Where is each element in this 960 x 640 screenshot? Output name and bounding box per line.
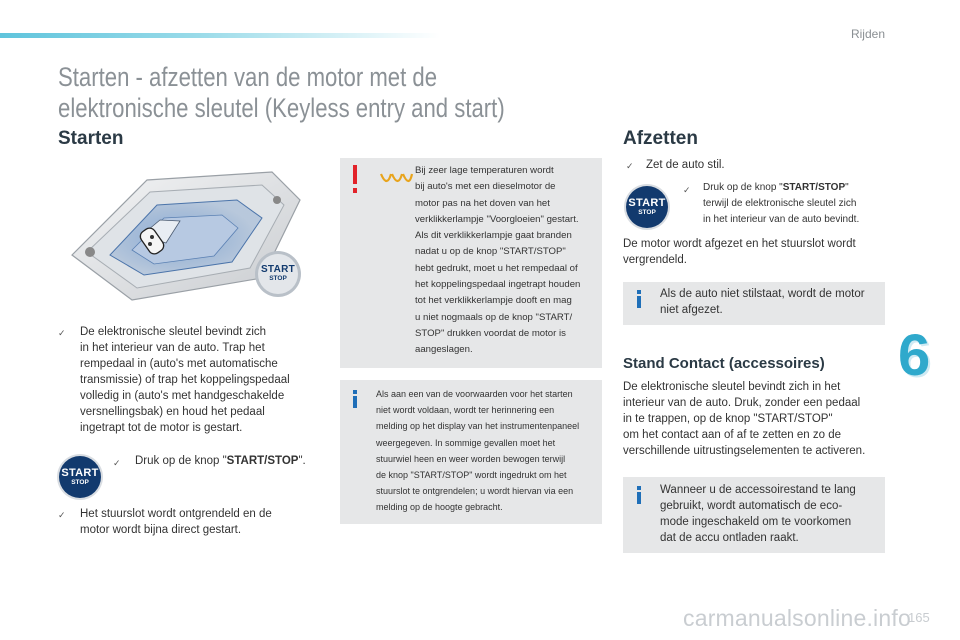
- info-starting-text: Als aan een van de voorwaarden voor het starten niet wordt voldaan, wordt ter herinnering een melding op het display van het instrumentenpaneel weergegeven. In sommige gevallen moet het stuurwiel heen en weer worden bewogen terwijl de knop "START/STOP" wordt ingedrukt om het stuurslot te ontgrendelen; u wordt hiervan via een melding op de hoogte gebracht.: [376, 389, 580, 513]
- page-number: 165: [908, 610, 930, 625]
- stop-step-2: Druk op de knop "START/STOP" terwijl de elektronische sleutel zich in het interieur van de auto bevindt.: [703, 182, 860, 225]
- glow-plug-icon: [379, 170, 413, 188]
- bullet-icon: ✓: [58, 510, 66, 520]
- watermark: carmanualsonline.info: [683, 605, 911, 631]
- start-stop-button-icon: START STOP: [59, 456, 101, 498]
- start-step-2: Druk op de knop "START/STOP".: [135, 455, 306, 467]
- section-label: Rijden: [850, 27, 885, 41]
- start-step-1: De elektronische sleutel bevindt zich in het interieur van de auto. Trap het rempedaal in (auto's met automatische transmissie) of trap het koppelingspedaal volledig in (auto's met handgeschakelde versnellingsbak) en houd het pedaal ingetrapt tot de motor is gestart.: [80, 326, 290, 434]
- bullet-icon: ✓: [683, 185, 691, 195]
- start-step-3: Het stuurslot wordt ontgrendeld en de motor wordt bijna direct gestart.: [80, 508, 272, 536]
- info-icon: [353, 390, 357, 410]
- info-stopping-text: Als de auto niet stilstaat, wordt de motor niet afgezet.: [660, 288, 865, 316]
- bullet-icon: ✓: [113, 458, 121, 468]
- stop-result: De motor wordt afgezet en het stuurslot wordt vergrendeld.: [623, 238, 856, 266]
- bullet-icon: ✓: [626, 161, 634, 171]
- start-stop-button-icon: START STOP: [626, 186, 668, 228]
- stand-contact-text: De elektronische sleutel bevindt zich in het interieur van de auto. Druk, zonder een pedaal in te trappen, op de knop "START/STOP" om het contact aan of af te zetten en zo de verschillende uitrustingselementen te activeren.: [623, 381, 866, 457]
- bullet-icon: ✓: [58, 328, 66, 338]
- info-icon: [637, 290, 641, 310]
- stop-step-1: Zet de auto stil.: [646, 159, 725, 171]
- info-accessories-text: Wanneer u de accessoirestand te lang gebruikt, wordt automatisch de eco- mode ingeschakeld om te voorkomen dat de accu ontladen raakt.: [660, 484, 856, 544]
- heading-starten: Starten: [58, 128, 124, 149]
- info-icon: [637, 486, 641, 506]
- heading-stand-contact: Stand Contact (accessoires): [623, 355, 825, 372]
- top-accent-bar: [0, 33, 440, 38]
- chapter-number: 6: [898, 323, 931, 388]
- page-title: Starten - afzetten van de motor met de elektronische sleutel (Keyless entry and start): [58, 62, 505, 123]
- warning-text: Bij zeer lage temperaturen wordt bij auto's met een dieselmotor de motor pas na het doven van het verklikkerlampje "Voorgloeien" gestart. Als dit verklikkerlampje gaat branden nadat u op de knop "START/STOP" hebt gedrukt, moet u het rempedaal of het koppelingspedaal ingetrapt houden tot het verklikkerlampje dooft en mag u niet nogmaals op de knop "START/ STOP" drukken voordat de motor is aangeslagen.: [415, 165, 581, 356]
- warning-exclamation-icon: [351, 165, 359, 195]
- heading-afzetten: Afzetten: [623, 128, 698, 149]
- start-stop-button-illustration: START STOP: [258, 254, 298, 294]
